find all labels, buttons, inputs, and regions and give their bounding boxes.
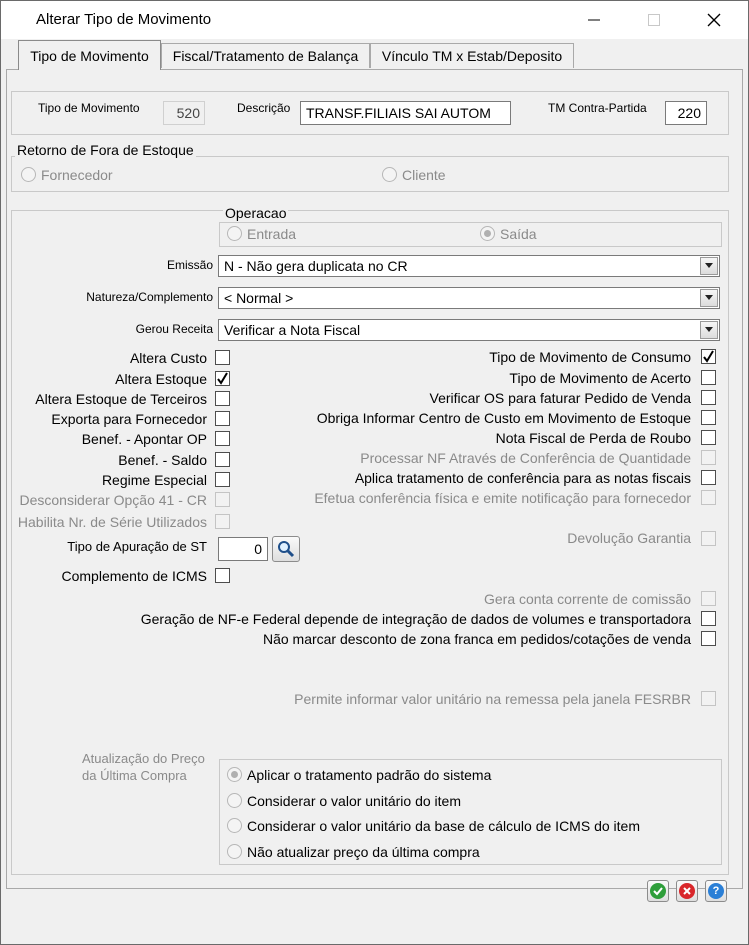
- conta-corrente-comissao-checkbox[interactable]: [701, 591, 716, 606]
- benef-apontar-op-label: Benef. - Apontar OP: [81, 431, 207, 447]
- fornecedor-label: Fornecedor: [41, 167, 113, 183]
- processar-nf-checkbox[interactable]: [701, 450, 716, 465]
- radio-entrada[interactable]: [227, 226, 242, 241]
- acerto-label: Tipo de Movimento de Acerto: [509, 370, 691, 386]
- altera-estoque-terceiros-label: Altera Estoque de Terceiros: [35, 391, 207, 407]
- apuracao-lookup-button[interactable]: [272, 536, 300, 562]
- benef-saldo-label: Benef. - Saldo: [118, 452, 207, 468]
- devolucao-garantia-checkbox[interactable]: [701, 531, 716, 546]
- regime-especial-label: Regime Especial: [101, 472, 207, 488]
- check-icon: [216, 372, 229, 385]
- desconsiderar-opcao-label: Desconsiderar Opção 41 - CR: [19, 492, 207, 508]
- consumo-label: Tipo de Movimento de Consumo: [489, 349, 691, 365]
- regime-especial-checkbox[interactable]: [215, 472, 230, 487]
- radio-preco-unitario-item[interactable]: [227, 793, 242, 808]
- verificar-os-label: Verificar OS para faturar Pedido de Venda: [429, 390, 691, 406]
- altera-custo-checkbox[interactable]: [215, 350, 230, 365]
- cancel-button[interactable]: [676, 880, 698, 902]
- tm-contra-partida-input[interactable]: 220: [665, 101, 707, 125]
- chevron-down-icon: [700, 321, 718, 339]
- conferencia-fisica-label: Efetua conferência física e emite notificação para fornecedor: [314, 490, 691, 506]
- tab-label: Fiscal/Tratamento de Balança: [172, 48, 359, 64]
- gerou-receita-value: Verificar a Nota Fiscal: [224, 322, 361, 338]
- minimize-icon: [587, 13, 601, 27]
- close-button[interactable]: [691, 1, 737, 39]
- natureza-value: < Normal >: [224, 290, 294, 306]
- tab-vinculo-tm-estab[interactable]: [370, 43, 574, 68]
- complemento-icms-checkbox[interactable]: [215, 568, 230, 583]
- conta-corrente-comissao-label: Gera conta corrente de comissão: [484, 591, 691, 607]
- retorno-group: [11, 156, 729, 192]
- maximize-button: [631, 1, 677, 39]
- desconsiderar-opcao-checkbox[interactable]: [215, 492, 230, 507]
- preco-unitario-item-label: Considerar o valor unitário do item: [247, 793, 461, 809]
- emissao-label: Emissão: [166, 258, 213, 272]
- preco-padrao-label: Aplicar o tratamento padrão do sistema: [247, 767, 492, 783]
- tm-contra-partida-label: TM Contra-Partida: [548, 101, 647, 115]
- exporta-fornecedor-label: Exporta para Fornecedor: [51, 411, 207, 427]
- tab-fiscal-tratamento-balanca[interactable]: [161, 43, 370, 68]
- nfe-federal-label: Geração de NF-e Federal depende de integração de dados de volumes e transportadora: [140, 611, 691, 627]
- descricao-label: Descrição: [237, 101, 291, 115]
- benef-saldo-checkbox[interactable]: [215, 452, 230, 467]
- permite-valor-unitario-label: Permite informar valor unitário na remessa pela janela FESRBR: [294, 691, 691, 707]
- gerou-receita-select[interactable]: [218, 319, 720, 341]
- perda-roubo-checkbox[interactable]: [701, 430, 716, 445]
- radio-cliente[interactable]: [382, 167, 397, 182]
- benef-apontar-op-checkbox[interactable]: [215, 431, 230, 446]
- permite-valor-unitario-checkbox[interactable]: [701, 691, 716, 706]
- title-bar: [1, 1, 748, 39]
- natureza-select[interactable]: [218, 287, 720, 309]
- radio-preco-padrao[interactable]: [227, 767, 242, 782]
- tipo-movimento-label: Tipo de Movimento: [38, 101, 140, 115]
- radio-nao-atualizar[interactable]: [227, 844, 242, 859]
- window-title: Alterar Tipo de Movimento: [36, 11, 212, 28]
- habilita-nr-serie-label: Habilita Nr. de Série Utilizados: [17, 514, 207, 530]
- question-circle-icon: ?: [708, 883, 724, 899]
- chevron-down-icon: [700, 257, 718, 275]
- gerou-receita-label: Gerou Receita: [135, 322, 213, 336]
- close-icon: [706, 12, 722, 28]
- check-circle-icon: [650, 883, 666, 899]
- radio-saida[interactable]: [480, 226, 495, 241]
- complemento-icms-label: Complemento de ICMS: [61, 568, 207, 584]
- tab-label: Vínculo TM x Estab/Deposito: [381, 48, 563, 64]
- tab-tipo-de-movimento[interactable]: [18, 40, 161, 70]
- maximize-icon: [647, 13, 661, 27]
- altera-estoque-checkbox[interactable]: [215, 371, 230, 386]
- apuracao-st-label: Tipo de Apuração de ST: [67, 539, 207, 554]
- zona-franca-checkbox[interactable]: [701, 631, 716, 646]
- altera-estoque-label: Altera Estoque: [115, 371, 207, 387]
- altera-custo-label: Altera Custo: [129, 350, 207, 366]
- nao-atualizar-label: Não atualizar preço da última compra: [247, 844, 480, 860]
- nfe-federal-checkbox[interactable]: [701, 611, 716, 626]
- entrada-label: Entrada: [247, 226, 297, 242]
- help-button[interactable]: [705, 880, 727, 902]
- x-circle-icon: [679, 883, 695, 899]
- operacao-title: Operacao: [225, 205, 287, 221]
- minimize-button[interactable]: [571, 1, 617, 39]
- saida-label: Saída: [500, 226, 537, 242]
- confirm-button[interactable]: [647, 880, 669, 902]
- centro-custo-checkbox[interactable]: [701, 410, 716, 425]
- emissao-value: N - Não gera duplicata no CR: [224, 258, 408, 274]
- apuracao-st-input[interactable]: 0: [218, 537, 268, 561]
- consumo-checkbox[interactable]: [701, 349, 716, 364]
- aplica-conferencia-checkbox[interactable]: [701, 470, 716, 485]
- preco-label-line2: da Última Compra: [82, 768, 187, 783]
- devolucao-garantia-label: Devolução Garantia: [567, 530, 691, 546]
- habilita-nr-serie-checkbox[interactable]: [215, 514, 230, 529]
- preco-label-line1: Atualização do Preço: [82, 751, 205, 766]
- check-icon: [702, 350, 715, 363]
- perda-roubo-label: Nota Fiscal de Perda de Roubo: [495, 430, 691, 446]
- acerto-checkbox[interactable]: [701, 370, 716, 385]
- preco-base-icms-label: Considerar o valor unitário da base de cálculo de ICMS do item: [247, 818, 640, 834]
- natureza-label: Natureza/Complemento: [86, 290, 213, 304]
- exporta-fornecedor-checkbox[interactable]: [215, 411, 230, 426]
- radio-preco-base-icms[interactable]: [227, 818, 242, 833]
- tab-label: Tipo de Movimento: [30, 47, 149, 64]
- tipo-movimento-field: 520: [163, 101, 205, 125]
- altera-estoque-terceiros-checkbox[interactable]: [215, 391, 230, 406]
- chevron-down-icon: [700, 289, 718, 307]
- processar-nf-label: Processar NF Através de Conferência de Quantidade: [360, 450, 691, 466]
- emissao-select[interactable]: [218, 255, 720, 277]
- conferencia-fisica-checkbox[interactable]: [701, 490, 716, 505]
- aplica-conferencia-label: Aplica tratamento de conferência para as notas fiscais: [354, 470, 691, 486]
- retorno-title: Retorno de Fora de Estoque: [17, 142, 194, 158]
- zona-franca-label: Não marcar desconto de zona franca em pedidos/cotações de venda: [262, 631, 691, 647]
- verificar-os-checkbox[interactable]: [701, 390, 716, 405]
- cliente-label: Cliente: [402, 167, 446, 183]
- centro-custo-label: Obriga Informar Centro de Custo em Movimento de Estoque: [316, 410, 691, 426]
- descricao-input[interactable]: TRANSF.FILIAIS SAI AUTOM: [300, 101, 511, 125]
- radio-fornecedor[interactable]: [21, 167, 36, 182]
- magnifier-icon: [277, 540, 295, 558]
